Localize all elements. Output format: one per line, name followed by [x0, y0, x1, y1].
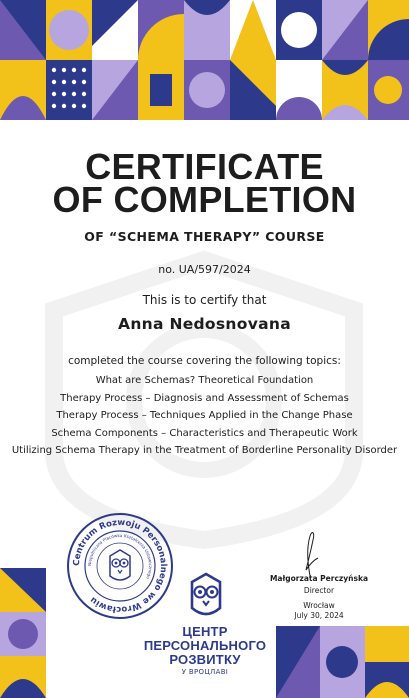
signing-city: Wrocław — [303, 601, 335, 610]
logo-line-3: РОЗВИТКУ — [169, 652, 241, 667]
owl-icon — [110, 550, 130, 580]
topic-item: Therapy Process – Diagnosis and Assessment of Schemas — [60, 392, 349, 404]
stamp-outer-text: Centrum Rozwoju Personalnego we Wrocławiu — [71, 517, 169, 615]
recipient-name: Anna Nedosnovana — [118, 315, 291, 333]
topics-list — [0, 372, 409, 460]
official-stamp — [66, 512, 174, 620]
certificate-number: no. UA/597/2024 — [158, 263, 251, 276]
geometric-pattern-bottom-right — [276, 626, 409, 698]
topic-item: Schema Components – Characteristics and Therapeutic Work — [51, 427, 358, 439]
signatory-name: Małgorzata Perczyńska — [269, 574, 369, 583]
logo-line-1: ЦЕНТР — [182, 624, 228, 639]
topic-item: Utilizing Schema Therapy in the Treatment of Borderline Personality Disorder — [11, 445, 398, 456]
topic-item: Therapy Process – Techniques Applied in the Change Phase — [56, 410, 353, 421]
svg-text:Centrum Rozwoju Personalnego w — [72, 518, 168, 614]
organization-logo-text — [125, 625, 285, 667]
certificate-title — [0, 146, 409, 220]
logo-line-2: ПЕРСОНАЛЬНОГО — [143, 638, 267, 653]
title-line-1: CERTIFICATE — [85, 146, 324, 187]
topics-intro: completed the course covering the following topics: — [68, 355, 341, 367]
geometric-pattern-bottom-left — [0, 568, 46, 698]
owl-logo-icon — [188, 572, 224, 620]
signatory-role: Director — [303, 586, 335, 595]
signing-date: July 30, 2024 — [294, 611, 344, 620]
stamp-inner-text: Niepubliczna Placówka Kształcenia Ustawicznego — [86, 532, 154, 580]
certify-text: This is to certify that — [142, 293, 267, 307]
geometric-pattern-top — [0, 0, 409, 120]
director-signature — [296, 528, 326, 578]
course-subtitle: OF “SCHEMA THERAPY” COURSE — [84, 229, 325, 244]
title-line-2: OF COMPLETION — [52, 179, 357, 220]
logo-subtitle: У ВРОЦЛАВІ — [181, 668, 229, 676]
topic-item: What are Schemas? Theoretical Foundation — [95, 375, 314, 386]
